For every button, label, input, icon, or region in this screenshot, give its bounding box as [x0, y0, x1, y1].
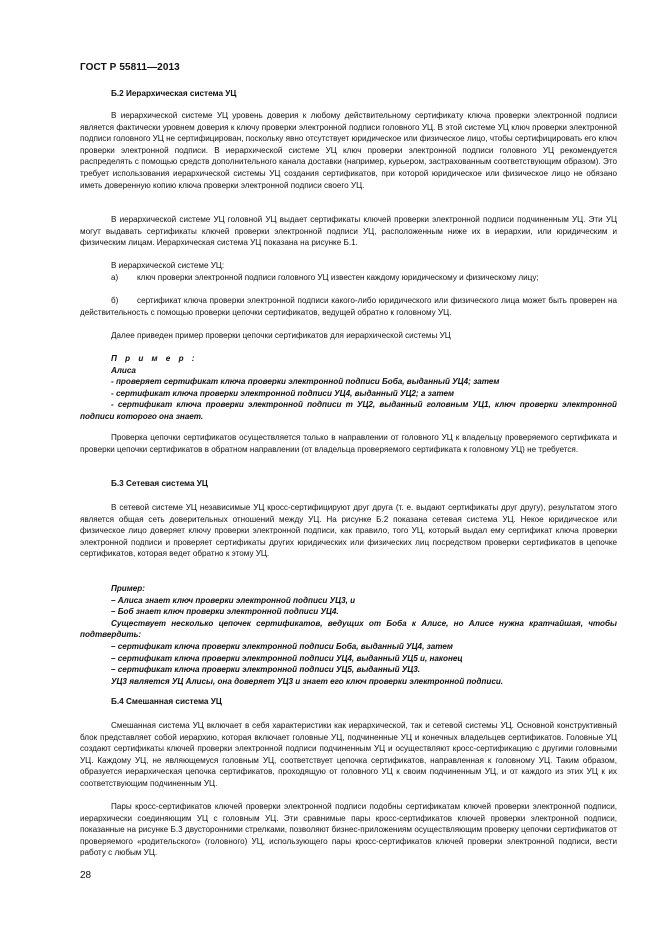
example-line: - проверяет сертификат ключа проверки электронной подписи Боба, выданный УЦ4; затем [111, 377, 500, 387]
list-text-a: ключ проверки электронной подписи головного УЦ известен каждому юридическому и физическому лицу; [137, 273, 539, 282]
example-line: – Алиса знает ключ проверки электронной подписи УЦ3, и [111, 595, 356, 605]
example-line: – сертификат ключа проверки электронной подписи УЦ5, выданный УЦ3. [111, 665, 421, 675]
list-item-a [80, 272, 617, 284]
section-title-b2: Б.2 Иерархическая система УЦ [111, 89, 237, 98]
example-label: П р и м е р : [111, 354, 198, 363]
example-label: Пример: [111, 584, 145, 593]
paragraph-b2-5: Проверка цепочки сертификатов осуществляется только в направлении от головного УЦ к владельцу проверяемого сертификата и проверки цепочки сертификатов в обратном направлении (от владельца проверяемого сертификата к головному УЦ) не требуется. [80, 433, 617, 454]
example-line: Алиса [111, 365, 136, 375]
paragraph-b2-3: В иерархической системе УЦ: [111, 261, 225, 270]
example-b2 [80, 353, 617, 423]
example-b3 [80, 583, 617, 687]
example-line: Существует несколько цепочек сертификатов, ведущих от Боба к Алисе, но Алисе нужна кратчайшая, чтобы подтвердить: [80, 618, 617, 640]
paragraph-b4-1: Смешанная система УЦ включает в себя характеристики как иерархической, так и сетевой системы УЦ. Основной конструктивный блок представляет собой иерархию, которая включает головные УЦ, подчиненные УЦ и конечных владельцев сертификатов. Головные УЦ создают сертификаты ключей проверки электронной подписи подчиненным УЦ и осуществляют кросс-сертификацию с другими головными УЦ. Каждому УЦ, не являющемуся головным УЦ, соответствует цепочка сертификатов, направленная к головному УЦ. Таким образом, образуется иерархическая цепочка сертификатов, проходящую от головного УЦ к своим подчиненным УЦ, и от каждого из этих УЦ к их соответствующим подчиненным УЦ. [80, 721, 617, 788]
section-title-b4: Б.4 Смешанная система УЦ [111, 697, 222, 706]
paragraph-b4-2: Пары кросс-сертификатов ключей проверки электронной подписи подобны сертификатам ключей проверки электронной подписи, иерархически соединяющим УЦ с головным УЦ. Эти сравнимые пары кросс-сертификатов ключей проверки электронной подписи, показанные на рисунке Б.3 двусторонними стрелками, позволяют бизнес-приложениям осуществляющим проверку цепочки сертификатов от проверяемого «родительского» (головного) УЦ, использующего пары кросс-сертификатов ключей проверки электронной подписи, вести работу с любым УЦ. [80, 802, 617, 858]
example-line: – сертификат ключа проверки электронной подписи Боба, выданный УЦ4, затем [111, 641, 453, 651]
paragraph-b2-1: В иерархической системе УЦ уровень доверия к любому действительному сертификату ключа проверки электронной подписи является фактически уровнем доверия к ключу проверки электронной подписи головного УЦ. В этой системе УЦ ключ проверки электронной подписи головного УЦ не сертифицирован, поскольку явно отсутствует юридическое или физическое лицо, чтобы сертифицировать его ключ проверки электронной подписи. В иерархической системе УЦ ключ проверки электронной подписи головного УЦ рекомендуется распределять с помощью средств дополнительного канала доставки (например, курьером, застрахованным соответствующим образом). Это требует использования иерархической системы УЦ создания сертификатов, при которой юридическое или физическое лицо не обязано иметь доверенную копию ключа проверки электронной подписи своего УЦ. [80, 111, 617, 190]
page-number: 28 [80, 870, 92, 881]
paragraph-b3-1: В сетевой системе УЦ независимые УЦ кросс-сертифицируют друг друга (т. е. выдают сертификаты друг другу), результатом этого является общая сеть доверительных отношений между УЦ. На рисунке Б.2 показана сетевая система УЦ. Некое юридическое или физическое лицо доверяет ключу проверки электронной подписи, как правило, того УЦ, который выдал ему сертификат ключа проверки электронной подписи и проверяет сертификаты других юридических или физических лиц посредством проверки сертификатов в цепочке сертификатов, которая ведет обратно к этому УЦ. [80, 503, 617, 559]
paragraph-b2-4: Далее приведен пример проверки цепочки сертификатов для иерархической системы УЦ [111, 331, 451, 340]
list-item-b [80, 295, 617, 318]
section-title-b3: Б.3 Сетевая система УЦ [111, 479, 208, 488]
list-mark-a: а) [111, 273, 119, 282]
example-line: – сертификат ключа проверки электронной подписи УЦ4, выданный УЦ5 и, наконец [111, 653, 463, 663]
list-text-b: сертификат ключа проверки электронной подписи какого-либо юридического или физического лица может быть проверен на действительность с помощью проверки цепочки сертификатов, ведущей обратно к головному УЦ. [80, 296, 617, 317]
example-line: - сертификат ключа проверки электронной подписи УЦ4, выданный УЦ2; а затем [111, 388, 454, 398]
example-line: - сертификат ключа проверки электронной подписи т УЦ2, выданный головным УЦ1, ключ проверки электронной подписи которого она знает. [80, 400, 617, 421]
paragraph-b2-2: В иерархической системе УЦ головной УЦ выдает сертификаты ключей проверки электронной подписи подчиненным УЦ. Эти УЦ могут выдавать сертификаты ключей проверки электронной подписи УЦ, расположенным ниже их в иерархии, или юридическим и физическим лицам. Иерархическая система УЦ показана на рисунке Б.1. [80, 215, 617, 248]
example-line: – Боб знает ключ проверки электронной подписи УЦ4. [111, 607, 339, 617]
document-header: ГОСТ Р 55811—2013 [80, 62, 180, 73]
list-mark-b: б) [111, 296, 119, 305]
example-line: УЦ3 является УЦ Алисы, она доверяет УЦ3 и знает его ключ проверки электронной подписи. [111, 676, 504, 686]
